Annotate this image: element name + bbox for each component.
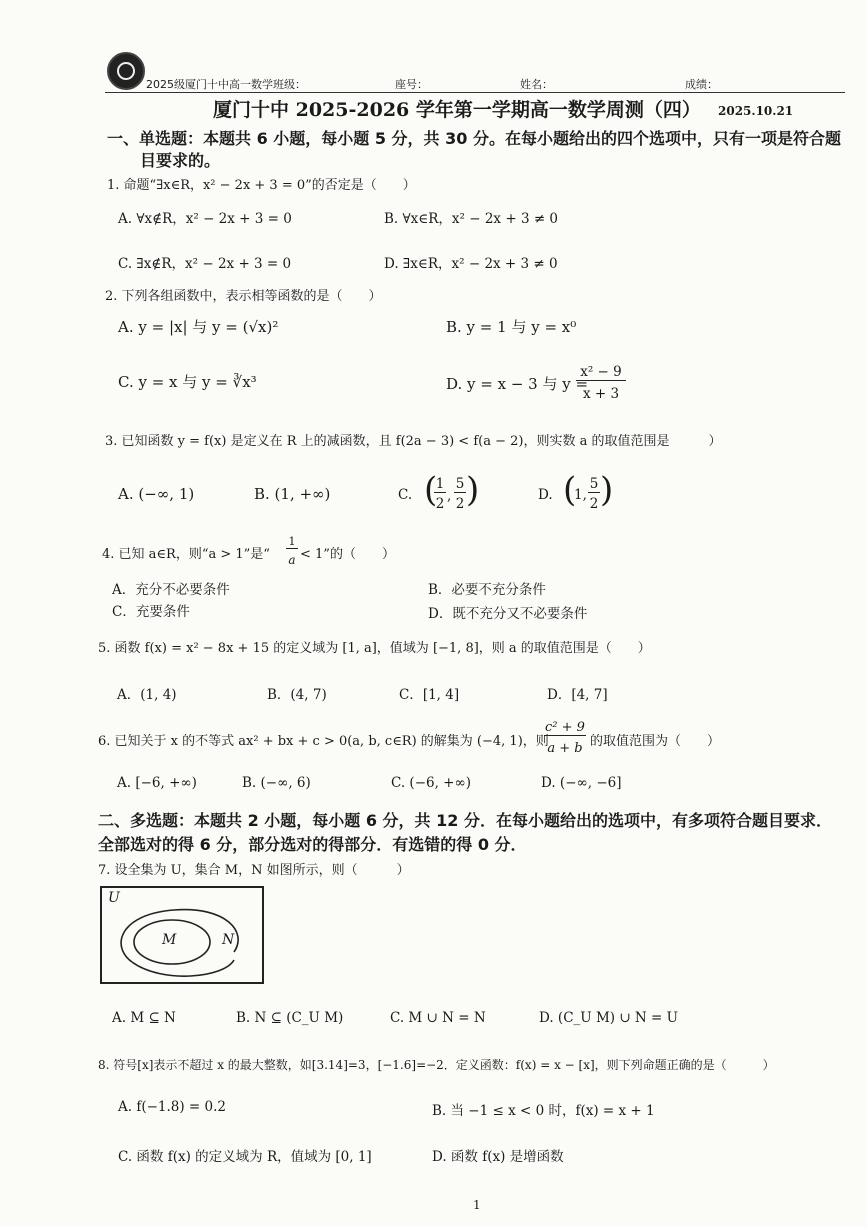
q7-option-b: B. N ⊆ (C_U M) xyxy=(236,1010,344,1026)
venn-label-m: M xyxy=(162,932,177,948)
venn-curves xyxy=(102,888,262,982)
q2-option-d-denominator: x + 3 xyxy=(582,386,620,402)
q3-stem: 3. 已知函数 y = f(x) 是定义在 R 上的减函数，且 f(2a − 3) < f(a − 2)，则实数 a 的取值范围是 ） xyxy=(105,434,722,449)
q6-option-c: C. (−6, +∞) xyxy=(391,775,472,791)
exam-date: 2025.10.21 xyxy=(718,104,794,118)
q3-c-den1: 2 xyxy=(435,496,445,512)
q1-stem: 1. 命题“∃x∈R，x² − 2x + 3 = 0”的否定是（ ） xyxy=(107,178,416,193)
q3-c-den2: 2 xyxy=(455,496,465,512)
q4-stem-denominator: a xyxy=(288,553,296,567)
q8-option-d: D. 函数 f(x) 是增函数 xyxy=(432,1149,564,1165)
section1-heading-line1: 一、单选题：本题共 6 小题，每小题 5 分，共 30 分。在每小题给出的四个选项中，只有一项是符合题 xyxy=(107,129,841,148)
q4-option-b: B．必要不充分条件 xyxy=(428,582,546,598)
q2-option-d-numerator: x² − 9 xyxy=(576,364,626,381)
q5-option-b: B．(4, 7) xyxy=(267,687,327,703)
q4-option-d: D．既不充分又不必要条件 xyxy=(428,606,588,622)
q8-option-b: B. 当 −1 ≤ x < 0 时，f(x) = x + 1 xyxy=(432,1103,655,1119)
q7-option-a: A. M ⊆ N xyxy=(112,1010,176,1026)
q8-option-a: A. f(−1.8) = 0.2 xyxy=(118,1099,227,1115)
q5-option-c: C．[1, 4] xyxy=(399,687,460,703)
section2-heading-line1: 二、多选题：本题共 2 小题，每小题 6 分，共 12 分．在每小题给出的选项中，有多项符合题目要求． xyxy=(98,811,832,830)
page-number: 1 xyxy=(473,1198,481,1212)
q2-option-c: C. y = x 与 y = ∛x³ xyxy=(118,373,257,391)
section1-heading-line2: 目要求的。 xyxy=(140,151,221,170)
q5-option-a: A．(1, 4) xyxy=(117,687,177,703)
q2-stem: 2. 下列各组函数中，表示相等函数的是（ ） xyxy=(105,289,382,304)
q4-stem-suffix: < 1”的（ ） xyxy=(300,547,395,562)
q8-stem: 8. 符号[x]表示不超过 x 的最大整数，如[3.14]=3，[−1.6]=−2．定义函数：f(x) = x − [x]，则下列命题正确的是（ ） xyxy=(98,1058,775,1072)
q5-stem: 5. 函数 f(x) = x² − 8x + 15 的定义域为 [1, a]，值域为 [−1, 8]，则 a 的取值范围是（ ） xyxy=(98,641,651,656)
q2-option-b: B. y = 1 与 y = x⁰ xyxy=(446,318,577,336)
header-rule xyxy=(105,92,845,93)
score-label: 成绩： xyxy=(685,78,718,91)
q3-d-den: 2 xyxy=(589,496,599,512)
q6-stem-prefix: 6. 已知关于 x 的不等式 ax² + bx + c > 0(a, b, c∈R) 的解集为 (−4, 1)，则 xyxy=(98,734,549,749)
section2-heading-line2: 全部选对的得 6 分，部分选对的得部分．有选错的得 0 分． xyxy=(98,835,527,854)
class-label: 2025级厦门十中高一数学班级： xyxy=(146,78,306,91)
q6-option-b: B. (−∞, 6) xyxy=(242,775,311,791)
q1-option-d: D. ∃x∈R，x² − 2x + 3 ≠ 0 xyxy=(384,256,558,272)
q5-option-d: D．[4, 7] xyxy=(547,687,608,703)
q6-stem-numerator: c² + 9 xyxy=(545,720,585,735)
page-title: 厦门十中 2025-2026 学年第一学期高一数学周测（四） xyxy=(213,99,701,121)
q4-option-c: C．充要条件 xyxy=(112,604,190,620)
q2-option-d-prefix: D. y = x − 3 与 y = xyxy=(446,375,589,393)
q2-option-a: A. y = |x| 与 y = (√x)² xyxy=(118,318,279,336)
q4-stem-numerator: 1 xyxy=(286,535,298,549)
venn-label-u: U xyxy=(108,890,120,906)
q3-option-a: A. (−∞, 1) xyxy=(118,485,195,503)
q7-option-c: C. M ∪ N = N xyxy=(390,1010,486,1026)
q3-d-num: 5 xyxy=(589,476,599,492)
q7-stem: 7. 设全集为 U，集合 M，N 如图所示，则（ ） xyxy=(98,863,410,878)
q1-option-c: C. ∃x∉R，x² − 2x + 3 = 0 xyxy=(118,256,292,272)
q3-c-num1: 1 xyxy=(435,476,445,492)
q6-option-d: D. (−∞, −6] xyxy=(541,775,622,791)
school-logo xyxy=(107,52,145,90)
q4-stem-prefix: 4. 已知 a∈R，则“a > 1”是“ xyxy=(102,547,270,562)
q6-option-a: A. [−6, +∞) xyxy=(117,775,197,791)
q1-option-b: B. ∀x∈R，x² − 2x + 3 ≠ 0 xyxy=(384,211,559,227)
seat-label: 座号： xyxy=(395,78,428,91)
q3-d-left: 1, xyxy=(574,487,587,503)
q3-option-d-label: D. xyxy=(538,487,553,503)
venn-label-n: N xyxy=(222,932,235,948)
set-n-arc-top xyxy=(121,910,238,962)
q3-option-c-label: C. xyxy=(398,487,413,503)
q6-stem-suffix: 的取值范围为（ ） xyxy=(590,734,721,749)
q4-option-a: A．充分不必要条件 xyxy=(112,582,230,598)
q6-stem-denominator: a + b xyxy=(547,741,583,756)
venn-diagram xyxy=(100,886,264,984)
q8-option-c: C. 函数 f(x) 的定义域为 R，值域为 [0, 1] xyxy=(118,1149,372,1165)
q3-option-b: B. (1, +∞) xyxy=(254,485,331,503)
name-label: 姓名： xyxy=(520,78,553,91)
q7-option-d: D. (C_U M) ∪ N = U xyxy=(539,1010,679,1026)
q1-option-a: A. ∀x∉R，x² − 2x + 3 = 0 xyxy=(118,211,292,227)
q3-c-num2: 5 xyxy=(455,476,465,492)
